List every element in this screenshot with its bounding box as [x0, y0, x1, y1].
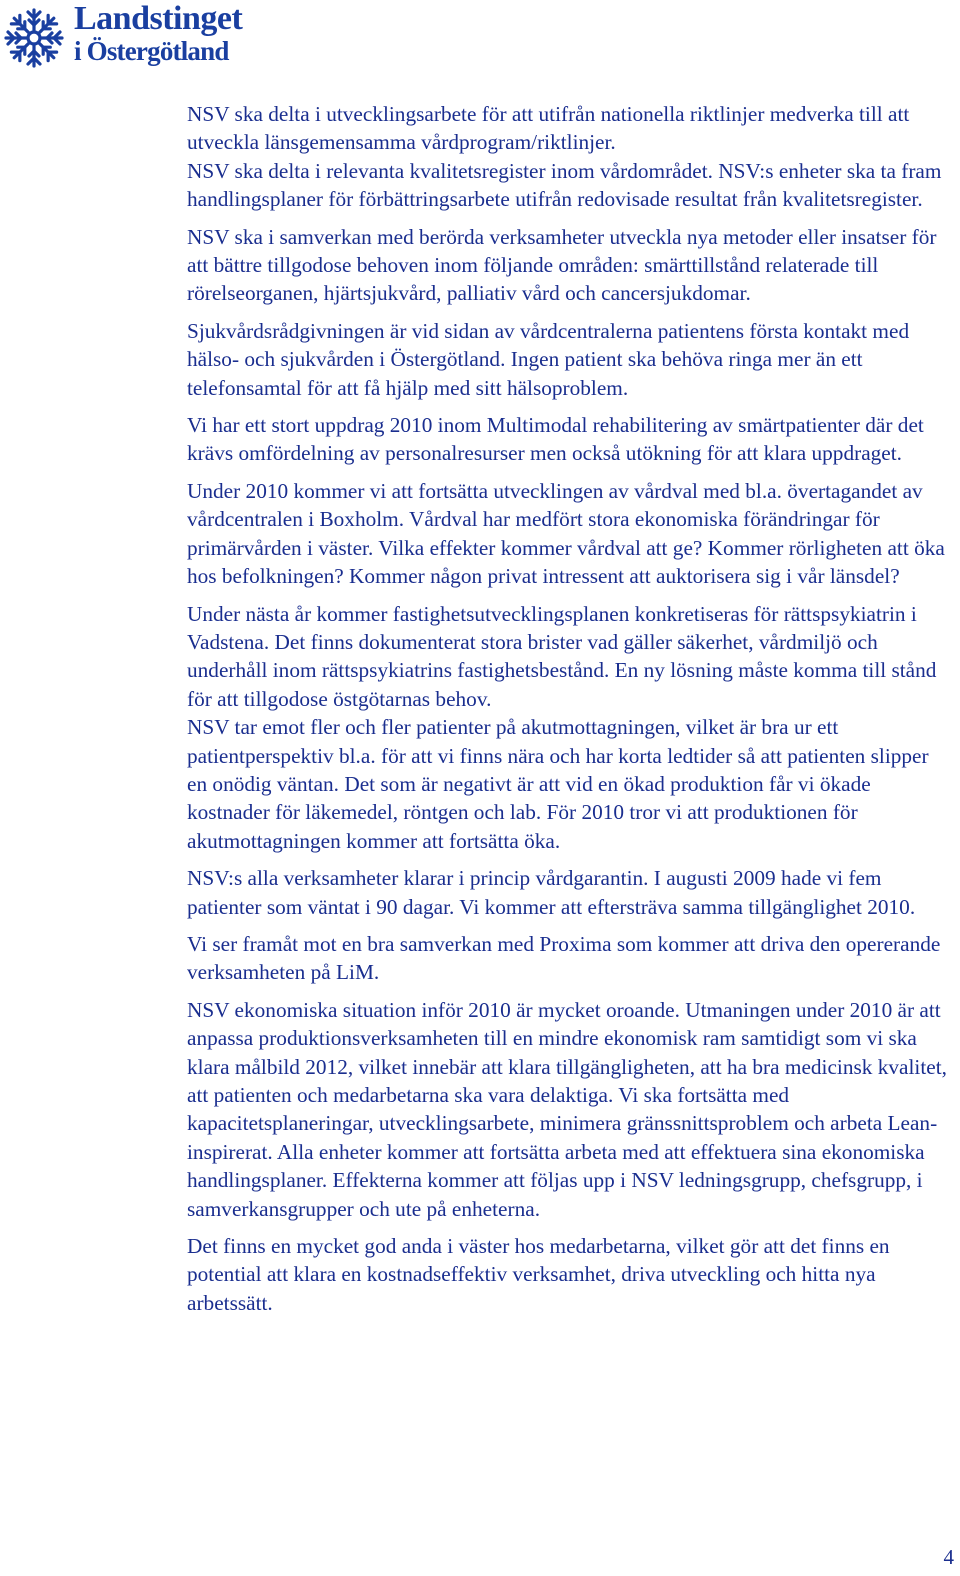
paragraph: NSV ska delta i utvecklingsarbete för att utifrån nationella riktlinjer medverka till att utveckla länsgemensamma vårdprogram/riktlinjer.: [187, 102, 910, 155]
paragraph: Vi har ett stort uppdrag 2010 inom Multimodal rehabilitering av smärtpatienter där det krävs omfördelning av personalresurser men också utökning för att klara uppdraget.: [187, 413, 924, 466]
snowflake-crest-icon: [2, 6, 66, 70]
paragraph: NSV tar emot fler och fler patienter på akutmottagningen, vilket är bra ur ett patientperspektiv bl.a. för att vi finns nära och har korta ledtider så att patienten slipper en onödig väntan. Det som är negativt är att vid en ökad produktion får vi ökade kostnader för läkemedel, röntgen och lab. För 2010 tror vi att produktionen för akutmottagningen kommer att fortsätta öka.: [187, 715, 929, 853]
logo-title: Landstinget: [74, 0, 243, 37]
page-number: 4: [943, 1545, 954, 1569]
paragraph: Under nästa år kommer fastighetsutvecklingsplanen konkretiseras för rättspsykiatrin i Vadstena. Det finns dokumenterat stora brister vad gäller säkerhet, vårdmiljö och underhåll inom rättspsykiatrins fastighetsbestånd. En ny lösning måste komma till stånd för att tillgodose östgötarnas behov.: [187, 601, 937, 711]
paragraph: NSV ska i samverkan med berörda verksamheter utveckla nya metoder eller insatser för att bättre tillgodose behoven inom följande områden: smärttillstånd relaterade till rörelseorganen, hjärtsjukvård, palliativ vård och cancersjukdomar.: [187, 224, 937, 306]
document-body: [187, 100, 952, 1326]
paragraph: NSV:s alla verksamheter klarar i princip vårdgarantin. I augusti 2009 hade vi fem patienter som väntat i 90 dagar. Vi kommer att eftersträva samma tillgänglighet 2010.: [187, 866, 916, 919]
paragraph: Vi ser framåt mot en bra samverkan med Proxima som kommer att driva den opererande verksamheten på LiM.: [187, 931, 941, 985]
paragraph: Det finns en mycket god anda i väster hos medarbetarna, vilket gör att det finns en potential att klara en kostnadseffektiv verksamhet, driva utveckling och hitta nya arbetssätt.: [187, 1234, 890, 1315]
landstinget-logo: [2, 0, 272, 70]
paragraph: NSV ekonomiska situation inför 2010 är mycket oroande. Utmaningen under 2010 är att anpassa produktionsverksamheten till en mindre ekonomisk ram samtidigt som vi ska klara målbild 2012, vilket innebär att klara tillgängligheten, att ha bra medicinsk kvalitet, att patienten och medarbetarna ska vara delaktiga. Vi ska fortsätta med kapacitetsplaneringar, utvecklingsarbete, minimera gränssnittsproblem och arbeta Lean-inspirerat. Alla enheter kommer att fortsätta arbeta med att effektuera sina ekonomiska handlingsplaner. Effekterna kommer att följas upp i NSV ledningsgrupp, chefsgrupp, i samverkansgrupper och ute på enheterna.: [187, 997, 947, 1221]
paragraph: NSV ska delta i relevanta kvalitetsregister inom vårdområdet. NSV:s enheter ska ta fram handlingsplaner för förbättringsarbete utifrån redovisade resultat från kvalitetsregister.: [187, 158, 942, 212]
paragraph: Under 2010 kommer vi att fortsätta utvecklingen av vårdval med bl.a. övertagandet av vårdcentralen i Boxholm. Vårdval har medfört stora ekonomiska förändringar för primärvården i väster. Vilka effekter kommer vårdval att ge? Kommer rörligheten att öka hos befolkningen? Kommer någon privat intressent att auktorisera sig i vår länsdel?: [187, 478, 945, 589]
paragraph: Sjukvårdsrådgivningen är vid sidan av vårdcentralerna patientens första kontakt med hälso- och sjukvården i Östergötland. Ingen patient ska behöva ringa mer än ett telefonsamtal för att få hjälp med sitt hälsoproblem.: [187, 318, 910, 400]
logo-subtitle: i Östergötland: [74, 36, 229, 66]
